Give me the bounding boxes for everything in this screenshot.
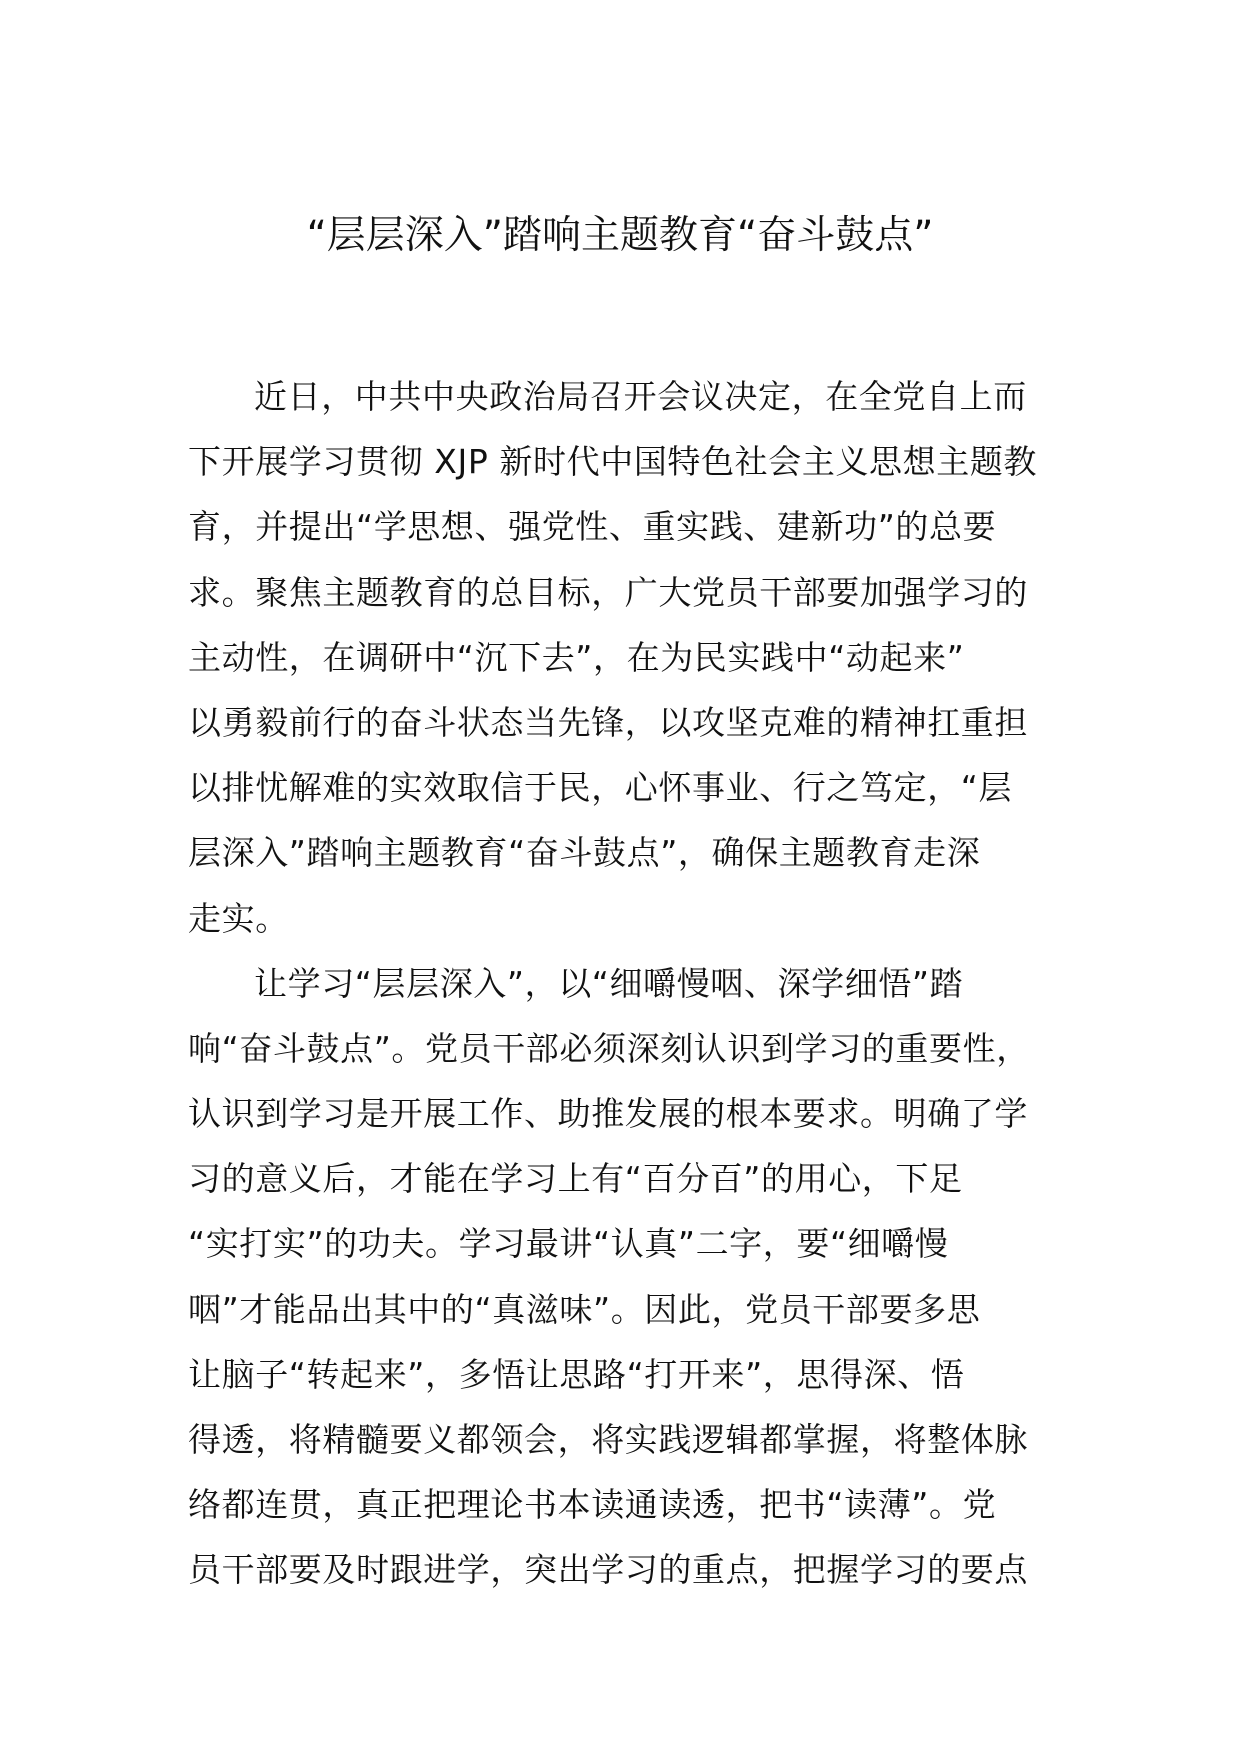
paragraph-line: “实打实”的功夫。学习最讲“认真”二字，要“细嚼慢 [188, 1224, 949, 1264]
paragraph-line: 层深入”踏响主题教育“奋斗鼓点”，确保主题教育走深 [188, 833, 981, 873]
paragraph-line: 以排忧解难的实效取信于民，心怀事业、行之笃定，“层 [188, 768, 1013, 808]
paragraph-line: 员干部要及时跟进学，突出学习的重点，把握学习的要点 [188, 1550, 1028, 1590]
paragraph-line: 让脑子“转起来”，多悟让思路“打开来”，思得深、悟 [188, 1354, 965, 1394]
paragraph-line: 让学习“层层深入”，以“细嚼慢咽、深学细悟”踏 [254, 963, 964, 1003]
paragraph-line: 得透，将精髓要义都领会，将实践逻辑都掌握，将整体脉 [188, 1420, 1028, 1459]
paragraph-line: 走实。 [188, 898, 289, 938]
paragraph-line: 响“奋斗鼓点”。党员干部必须深刻认识到学习的重要性， [188, 1028, 1030, 1068]
paragraph-line: 求。聚焦主题教育的总目标，广大党员干部要加强学习的 [188, 572, 1028, 612]
paragraph-line: 络都连贯，真正把理论书本读通读透，把书“读薄”。党 [188, 1485, 997, 1525]
paragraph-line: 以勇毅前行的奋斗状态当先锋，以攻坚克难的精神扛重担 [188, 702, 1028, 742]
paragraph-line: 下开展学习贯彻 XJP 新时代中国特色社会主义思想主题教 [188, 442, 1038, 482]
paragraph-line: 咽”才能品出其中的“真滋味”。因此，党员干部要多思 [188, 1289, 981, 1329]
page-title: “层层深入”踏响主题教育“奋斗鼓点” [306, 213, 934, 258]
article-body [188, 364, 1088, 1603]
paragraph-line: 认识到学习是开展工作、助推发展的根本要求。明确了学 [188, 1094, 1028, 1134]
paragraph-line: 习的意义后，才能在学习上有“百分百”的用心，下足 [188, 1159, 963, 1199]
paragraph-line: 近日，中共中央政治局召开会议决定，在全党自上而 [254, 377, 1027, 416]
paragraph-line: 育，并提出“学思想、强党性、重实践、建新功”的总要 [188, 507, 997, 547]
paragraph-line: 主动性，在调研中“沉下去”，在为民实践中“动起来” [188, 637, 965, 677]
